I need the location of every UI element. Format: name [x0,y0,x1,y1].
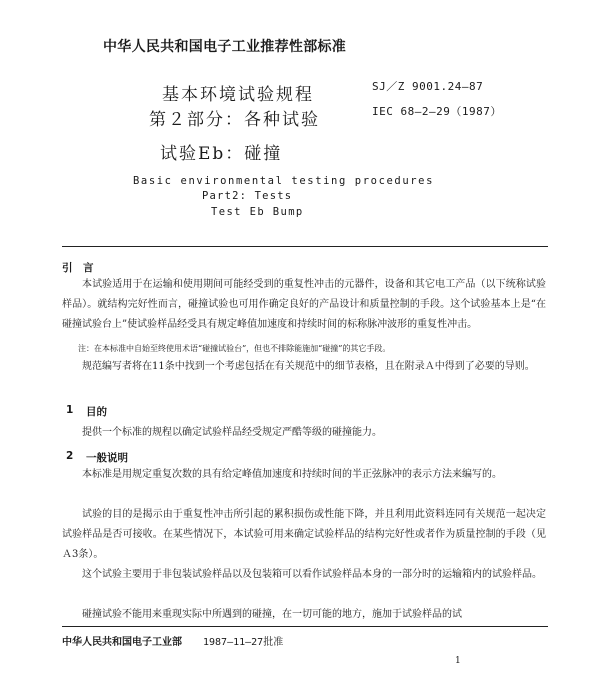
issuing-authority-header: 中华人民共和国电子工业推荐性部标准 [103,39,347,55]
intro-paragraph-1: 本试验适用于在运输和使用期间可能经受到的重复性冲击的元器件，设备和其它电工产品（以下统称试验样品）。就结构完好性而言，碰撞试验也可用作确定良好的产品设计和质量控制的手段。这个试验基本上是“在碰撞试验台上”使试验样品经受具有规定峰值加速度和持续时间的标称脉冲波形的重复性冲击。 [62,279,546,330]
section-1-text: 提供一个标准的规程以确定试验样品经受规定严酷等级的碰撞能力。 [82,427,382,438]
page-number: 1 [455,656,461,666]
english-title-line3: Test Eb Bump [211,206,304,218]
title-chinese-line2: 第２部分：各种试验 [149,110,320,130]
english-title-line1: Basic environmental testing procedures [133,175,435,187]
english-title-line2: Part2: Tests [202,190,293,202]
intro-note: 注：在本标准中自始至终使用术语“碰撞试验台”，但也不排除能施加“碰撞”的其它手段。 [78,344,391,353]
section-2-paragraph-3: 这个试验主要用于非包装试验样品以及包装箱可以看作试验样品本身的一部分时的运输箱内的试验样品。 [82,569,542,580]
standard-code-sj: SJ／Z 9001.24—87 [372,80,484,93]
section-2-paragraph-1: 本标准是用规定重复次数的具有给定峰值加速度和持续时间的半正弦脉冲的表示方法来编写的。 [82,469,502,480]
title-chinese-line1: 基本环境试验规程 [162,85,314,105]
section-1-number: 1 [66,404,74,416]
section-2-heading: 一般说明 [86,452,128,464]
title-divider [62,246,548,247]
section-1-heading: 目的 [86,406,107,418]
intro-paragraph-2: 规范编写者将在11条中找到一个考虑包括在有关规范中的细节表格，且在附录Ａ中得到了必要的导则。 [82,361,535,372]
footer-divider [62,626,548,627]
section-2-number: 2 [66,450,74,462]
intro-heading: 引 言 [62,262,94,274]
standard-code-iec: IEC 68—2—29（1987） [372,105,502,118]
section-2-paragraph-4: 碰撞试验不能用来重现实际中所遇到的碰撞，在一切可能的地方，施加于试验样品的试 [82,609,462,620]
section-2-paragraph-2: 试验的目的是揭示由于重复性冲击所引起的累积损伤或性能下降，并且利用此资料连同有关规范一起决定试验样品是否可接收。在某些情况下，本试验可用来确定试验样品的结构完好性或者作为质量控制的手段（见Ａ3条）。 [62,509,546,560]
footer-ministry: 中华人民共和国电子工业部 [62,637,182,648]
title-chinese-line3: 试验Eb：碰撞 [160,144,283,164]
footer-approval-date: 1987—11—27批准 [203,637,284,648]
